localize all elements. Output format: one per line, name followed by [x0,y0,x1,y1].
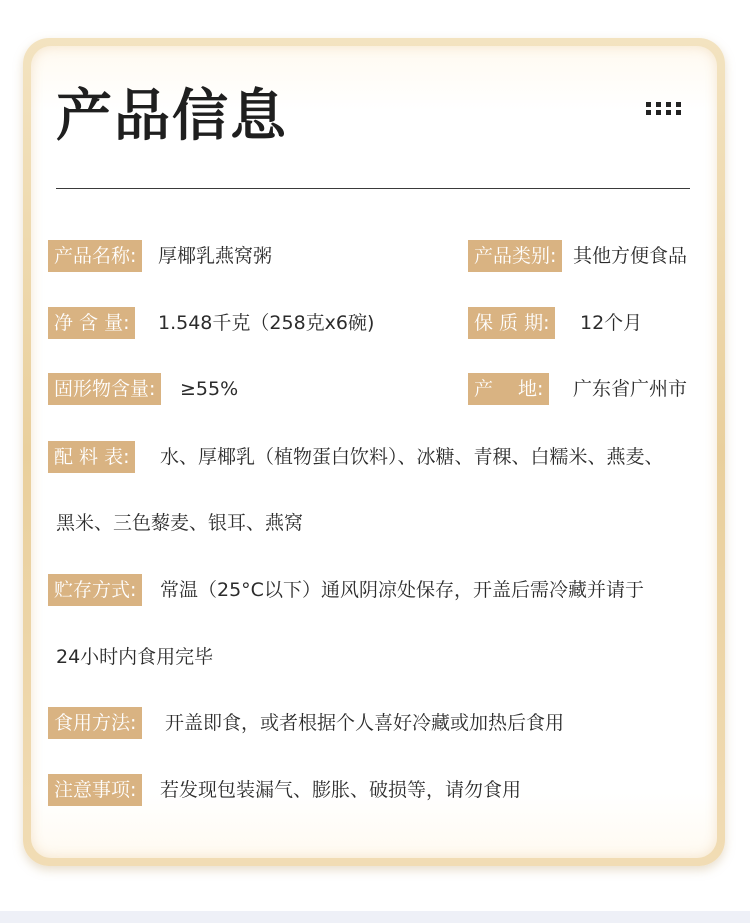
product-name-label: 产品名称: [48,240,142,272]
shelf-life-label: 保 质 期: [468,307,555,339]
origin-value: 广东省广州市 [573,378,688,400]
product-name-value: 厚椰乳燕窝粥 [158,245,273,267]
storage-value-line1: 常温（25°C以下）通风阴凉处保存，开盖后需冷藏并请于 [160,579,644,601]
net-content-label: 净 含 量: [48,307,135,339]
ingredients-value-line2: 黑米、三色藜麦、银耳、燕窝 [56,512,304,534]
solid-content-label: 固形物含量: [48,373,161,405]
page-title: 产品信息 [56,84,288,149]
title-divider [56,188,690,189]
dots-grid-icon [646,102,681,115]
shelf-life-value: 12个月 [580,312,643,334]
origin-label: 产 地: [468,373,549,405]
product-category-label: 产品类别: [468,240,562,272]
bottom-strip [0,911,750,923]
ingredients-label: 配 料 表: [48,441,135,473]
storage-label: 贮存方式: [48,574,142,606]
product-category-value: 其他方便食品 [573,245,688,267]
storage-value-line2: 24小时内食用完毕 [56,646,214,668]
net-content-value: 1.548千克（258克x6碗) [158,312,375,334]
usage-value: 开盖即食，或者根据个人喜好冷藏或加热后食用 [165,712,565,734]
usage-label: 食用方法: [48,707,142,739]
notice-value: 若发现包装漏气、膨胀、破损等，请勿食用 [160,779,522,801]
ingredients-value-line1: 水、厚椰乳（植物蛋白饮料）、冰糖、青稞、白糯米、燕麦、 [160,446,664,468]
solid-content-value: ≥55% [180,378,239,400]
notice-label: 注意事项: [48,774,142,806]
